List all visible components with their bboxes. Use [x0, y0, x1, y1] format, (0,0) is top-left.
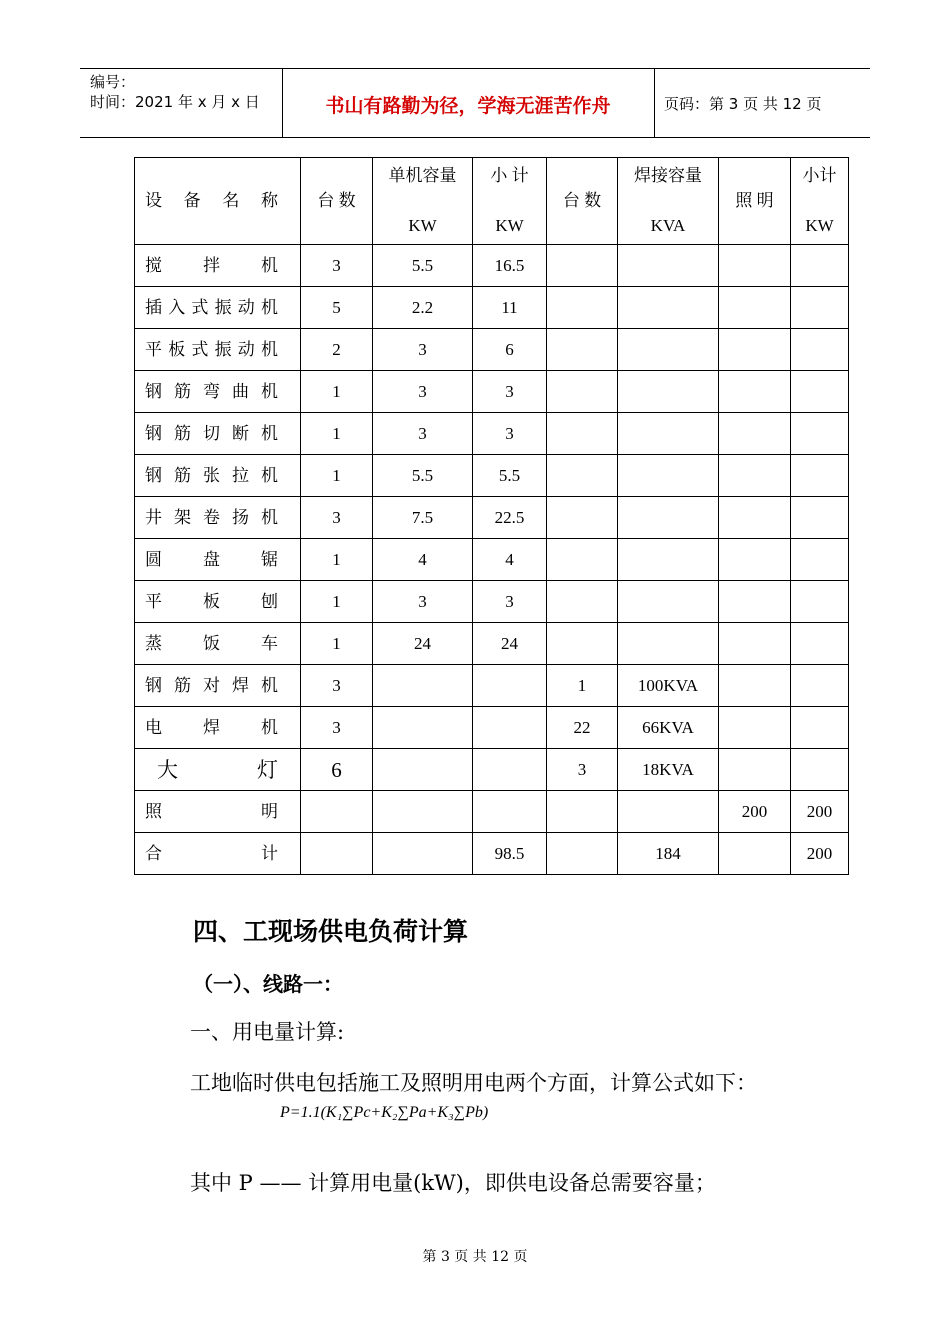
- cell-sub2: 200: [791, 833, 849, 875]
- cell-sub2: [791, 581, 849, 623]
- cell-sub2: [791, 623, 849, 665]
- cell-weld: [618, 287, 719, 329]
- cell-count: 1: [301, 539, 373, 581]
- table-row: [135, 749, 849, 791]
- cell-sub2: [791, 497, 849, 539]
- cell-weld: [618, 329, 719, 371]
- cell-sub: 3: [473, 581, 547, 623]
- cell-light: [719, 287, 791, 329]
- cell-count: 3: [301, 665, 373, 707]
- equipment-table: [134, 157, 849, 875]
- table-row: [135, 623, 849, 665]
- cell-sub2: [791, 539, 849, 581]
- section-title: 四、工现场供电负荷计算: [193, 917, 469, 946]
- paragraph-power-calc: 一、用电量计算:: [190, 1020, 345, 1044]
- cell-sub: 6: [473, 329, 547, 371]
- cell-light: [719, 581, 791, 623]
- cell-sub: 3: [473, 371, 547, 413]
- cell-unit: 4: [373, 539, 473, 581]
- cell-name: 圆 盘 锯: [135, 539, 301, 581]
- cell-sub: 24: [473, 623, 547, 665]
- cell-light: [719, 497, 791, 539]
- cell-weld: [618, 791, 719, 833]
- table-row: [135, 581, 849, 623]
- table-header-row: [135, 158, 849, 245]
- header-subtotal: [473, 158, 547, 245]
- paragraph-formula-intro: 工地临时供电包括施工及照明用电两个方面，计算公式如下：: [190, 1071, 757, 1095]
- cell-count: [301, 791, 373, 833]
- cell-light: [719, 413, 791, 455]
- cell-sub: [473, 707, 547, 749]
- cell-light: [719, 371, 791, 413]
- cell-sub2: [791, 413, 849, 455]
- cell-count2: 22: [547, 707, 618, 749]
- cell-count2: 1: [547, 665, 618, 707]
- cell-unit: 7.5: [373, 497, 473, 539]
- cell-name: 钢 筋 对 焊 机: [135, 665, 301, 707]
- cell-weld: [618, 455, 719, 497]
- cell-sub2: 200: [791, 791, 849, 833]
- cell-sub: [473, 791, 547, 833]
- header-count2: 台 数: [547, 158, 618, 245]
- cell-sub2: [791, 707, 849, 749]
- cell-count2: [547, 245, 618, 287]
- cell-name: 平板式振动机: [135, 329, 301, 371]
- header-subtotal2: [791, 158, 849, 245]
- cell-weld: [618, 413, 719, 455]
- cell-sub: 11: [473, 287, 547, 329]
- table-row: [135, 665, 849, 707]
- table-row: [135, 413, 849, 455]
- cell-unit: [373, 665, 473, 707]
- cell-count: [301, 833, 373, 875]
- doc-date-label: 时间：2021 年 x 月 x 日: [90, 93, 260, 111]
- cell-count2: [547, 287, 618, 329]
- cell-weld: [618, 623, 719, 665]
- table-row: [135, 791, 849, 833]
- cell-unit: 3: [373, 413, 473, 455]
- table-row: [135, 833, 849, 875]
- cell-name: 钢 筋 弯 曲 机: [135, 371, 301, 413]
- header-subtotal2-label: 小计: [802, 166, 837, 185]
- cell-count: 3: [301, 497, 373, 539]
- header-motto: 书山有路勤为径，学海无涯苦作舟: [325, 95, 611, 117]
- header-divider: [654, 69, 655, 137]
- cell-sub: 3: [473, 413, 547, 455]
- cell-count2: [547, 623, 618, 665]
- cell-light: [719, 245, 791, 287]
- cell-unit: [373, 749, 473, 791]
- cell-weld: 184: [618, 833, 719, 875]
- cell-weld: [618, 497, 719, 539]
- cell-unit: 5.5: [373, 455, 473, 497]
- cell-light: [719, 665, 791, 707]
- header-subtotal-label: 小 计: [490, 166, 529, 185]
- cell-count: 1: [301, 371, 373, 413]
- table-row: [135, 497, 849, 539]
- cell-unit: 2.2: [373, 287, 473, 329]
- cell-weld: [618, 371, 719, 413]
- header-unit-capacity-unit: KW: [408, 216, 437, 235]
- cell-sub2: [791, 371, 849, 413]
- cell-light: [719, 623, 791, 665]
- cell-name: 大 灯: [135, 749, 301, 791]
- table-row: [135, 287, 849, 329]
- cell-unit: [373, 707, 473, 749]
- table-row: [135, 707, 849, 749]
- cell-light: [719, 833, 791, 875]
- header-name: 设 备 名 称: [135, 158, 301, 245]
- cell-name: 插入式振动机: [135, 287, 301, 329]
- cell-light: [719, 749, 791, 791]
- cell-light: [719, 539, 791, 581]
- cell-unit: [373, 833, 473, 875]
- cell-sub2: [791, 455, 849, 497]
- cell-weld: [618, 245, 719, 287]
- table-row: [135, 455, 849, 497]
- load-formula: P=1.1(K₁∑Pc+K₂∑Pa+K₃∑Pb): [280, 1104, 489, 1121]
- header-page-number: 页码：第 3 页 共 12 页: [664, 95, 822, 113]
- cell-sub: 16.5: [473, 245, 547, 287]
- cell-sub: 98.5: [473, 833, 547, 875]
- cell-light: 200: [719, 791, 791, 833]
- cell-count: 1: [301, 623, 373, 665]
- cell-name: 搅 拌 机: [135, 245, 301, 287]
- cell-sub2: [791, 329, 849, 371]
- cell-name: 钢 筋 张 拉 机: [135, 455, 301, 497]
- table-row: [135, 245, 849, 287]
- cell-unit: [373, 791, 473, 833]
- cell-count: 1: [301, 581, 373, 623]
- table-row: [135, 329, 849, 371]
- cell-weld: 66KVA: [618, 707, 719, 749]
- cell-count2: [547, 497, 618, 539]
- document-header: [80, 68, 870, 138]
- cell-sub: 5.5: [473, 455, 547, 497]
- cell-count: 3: [301, 245, 373, 287]
- cell-name: 合 计: [135, 833, 301, 875]
- paragraph-p-definition: 其中 P —— 计算用电量(kW)，即供电设备总需要容量；: [190, 1171, 716, 1195]
- header-weld-capacity-unit: KVA: [650, 216, 686, 235]
- header-meta: [90, 72, 260, 112]
- cell-sub: 4: [473, 539, 547, 581]
- header-lighting: 照 明: [719, 158, 791, 245]
- cell-light: [719, 329, 791, 371]
- table-row: [135, 371, 849, 413]
- header-subtotal2-unit: KW: [805, 216, 834, 235]
- cell-sub2: [791, 287, 849, 329]
- cell-name: 钢 筋 切 断 机: [135, 413, 301, 455]
- header-weld-capacity-label: 焊接容量: [634, 166, 702, 185]
- cell-count: 2: [301, 329, 373, 371]
- cell-count: 3: [301, 707, 373, 749]
- cell-unit: 3: [373, 371, 473, 413]
- cell-count2: [547, 371, 618, 413]
- cell-count2: [547, 455, 618, 497]
- cell-count: 1: [301, 455, 373, 497]
- header-count: 台 数: [301, 158, 373, 245]
- cell-count2: [547, 833, 618, 875]
- table-row: [135, 539, 849, 581]
- cell-name: 蒸 饭 车: [135, 623, 301, 665]
- page-footer: 第 3 页 共 12 页: [422, 1249, 528, 1265]
- cell-count: 5: [301, 287, 373, 329]
- cell-light: [719, 707, 791, 749]
- cell-count: 6: [301, 749, 373, 791]
- cell-name: 照 明: [135, 791, 301, 833]
- cell-count2: [547, 791, 618, 833]
- subsection-title: （一）、线路一：: [193, 972, 343, 996]
- cell-sub: [473, 665, 547, 707]
- cell-unit: 5.5: [373, 245, 473, 287]
- cell-weld: [618, 539, 719, 581]
- cell-count2: [547, 581, 618, 623]
- cell-count: 1: [301, 413, 373, 455]
- doc-number-label: 编号：: [90, 73, 136, 91]
- cell-weld: 100KVA: [618, 665, 719, 707]
- cell-unit: 24: [373, 623, 473, 665]
- cell-weld: 18KVA: [618, 749, 719, 791]
- cell-sub: 22.5: [473, 497, 547, 539]
- cell-weld: [618, 581, 719, 623]
- cell-count2: [547, 329, 618, 371]
- cell-sub2: [791, 749, 849, 791]
- cell-count2: 3: [547, 749, 618, 791]
- cell-count2: [547, 539, 618, 581]
- cell-sub2: [791, 245, 849, 287]
- cell-unit: 3: [373, 581, 473, 623]
- header-unit-capacity: [373, 158, 473, 245]
- cell-sub2: [791, 665, 849, 707]
- cell-count2: [547, 413, 618, 455]
- header-unit-capacity-label: 单机容量: [388, 166, 457, 185]
- cell-sub: [473, 749, 547, 791]
- cell-name: 电 焊 机: [135, 707, 301, 749]
- cell-name: 平 板 刨: [135, 581, 301, 623]
- cell-unit: 3: [373, 329, 473, 371]
- cell-light: [719, 455, 791, 497]
- header-subtotal-unit: KW: [495, 216, 524, 235]
- header-weld-capacity: [618, 158, 719, 245]
- cell-name: 井 架 卷 扬 机: [135, 497, 301, 539]
